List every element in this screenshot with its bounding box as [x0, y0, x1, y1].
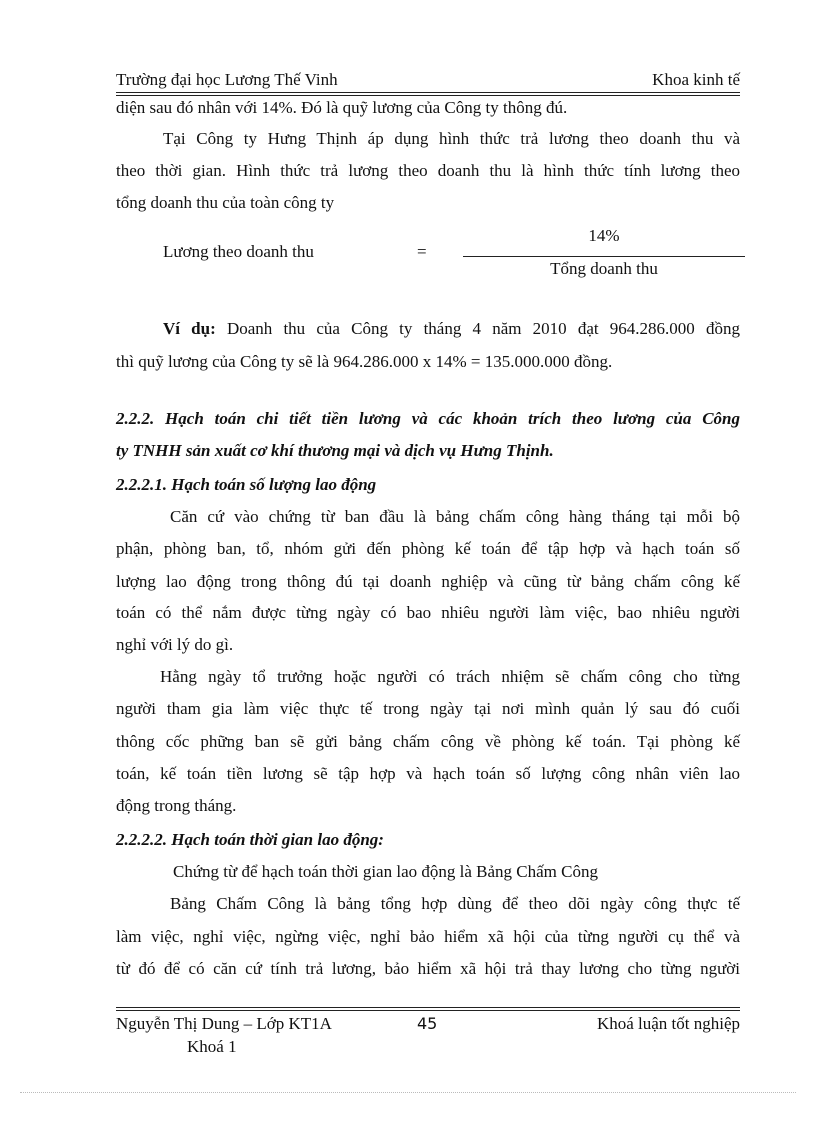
page-number: 45: [417, 1014, 438, 1033]
example-line: [163, 318, 740, 340]
paragraph-line: lượng lao động trong thông đú tại doanh nghiệp và cũng từ bảng chấm công kế: [116, 572, 740, 591]
body-line: diện sau đó nhân với 14%. Đó là quỹ lương của Công ty thông đú.: [116, 98, 568, 117]
footer-rule-double: [116, 1010, 740, 1011]
section-heading: 2.2.2. Hạch toán chi tiết tiền lương và các khoản trích theo lương của Công: [116, 409, 740, 428]
paragraph-line: Chứng từ để hạch toán thời gian lao động là Bảng Chấm Công: [173, 862, 598, 881]
paragraph-line: nghỉ với lý do gì.: [116, 635, 234, 654]
paragraph-line: Hằng ngày tổ trưởng hoặc người có trách nhiệm sẽ chấm công cho từng: [160, 667, 740, 686]
paragraph-line: phận, phòng ban, tổ, nhóm gửi đến phòng kế toán để tập hợp và hạch toán số: [116, 539, 740, 558]
formula-numerator: 14%: [588, 226, 620, 245]
paragraph-line: toán có thể nắm được từng ngày có bao nhiêu người làm việc, bao nhiêu người: [116, 603, 740, 622]
example-line: thì quỹ lương của Công ty sẽ là 964.286.000 x 14% = 135.000.000 đồng.: [116, 352, 613, 371]
paragraph-line: theo thời gian. Hình thức trả lương theo doanh thu là hình thức tính lương theo: [116, 161, 740, 180]
paragraph-line: thông cốc phững ban sẽ gửi bảng chấm công về phòng kế toán. Tại phòng kế: [116, 732, 740, 751]
example-label: Ví dụ:: [163, 319, 216, 338]
paragraph-line: Tại Công ty Hưng Thịnh áp dụng hình thức trả lương theo doanh thu và: [163, 129, 740, 148]
subsection-heading: 2.2.2.2. Hạch toán thời gian lao động:: [116, 830, 384, 849]
paragraph-line: động trong tháng.: [116, 796, 237, 815]
example-text: Doanh thu của Công ty tháng 4 năm 2010 đạt 964.286.000 đồng: [226, 319, 740, 338]
section-heading: ty TNHH sản xuất cơ khí thương mại và dịch vụ Hưng Thịnh.: [116, 441, 554, 460]
formula-equals: =: [417, 242, 427, 261]
header-school: Trường đại học Lương Thế Vinh: [116, 70, 338, 89]
paragraph-line: người tham gia làm việc thực tế trong ngày tại nơi mình quản lý sau đó cuối: [116, 699, 740, 718]
header-rule-double: [116, 95, 740, 96]
page-bottom-divider: [20, 1092, 796, 1093]
formula-label: Lương theo doanh thu: [163, 242, 314, 261]
paragraph-line: tổng doanh thu của toàn công ty: [116, 193, 335, 212]
footer-course: Khoá 1: [187, 1037, 237, 1056]
paragraph-line: làm việc, nghỉ việc, ngừng việc, nghỉ bảo hiểm xã hội của từng người cụ thể và: [116, 927, 740, 946]
formula-denominator: Tổng doanh thu: [550, 259, 658, 278]
footer-author: Nguyễn Thị Dung – Lớp KT1A: [116, 1014, 332, 1033]
paragraph-line: Căn cứ vào chứng từ ban đầu là bảng chấm công hàng tháng tại mỗi bộ: [170, 507, 740, 526]
fraction-bar: [463, 256, 745, 257]
footer-rule: [116, 1007, 740, 1008]
paragraph-line: toán, kế toán tiền lương sẽ tập hợp và hạch toán số lượng công nhân viên lao: [116, 764, 740, 783]
header-rule: [116, 92, 740, 93]
paragraph-line: từ đó để có căn cứ tính trả lương, bảo hiểm xã hội trả thay lương cho từng người: [116, 959, 740, 978]
subsection-heading: 2.2.2.1. Hạch toán số lượng lao động: [116, 475, 377, 494]
header-faculty: Khoa kinh tế: [652, 70, 740, 89]
footer-doc-type: Khoá luận tốt nghiệp: [596, 1014, 740, 1033]
paragraph-line: Bảng Chấm Công là bảng tổng hợp dùng để theo dõi ngày công thực tế: [170, 894, 740, 913]
